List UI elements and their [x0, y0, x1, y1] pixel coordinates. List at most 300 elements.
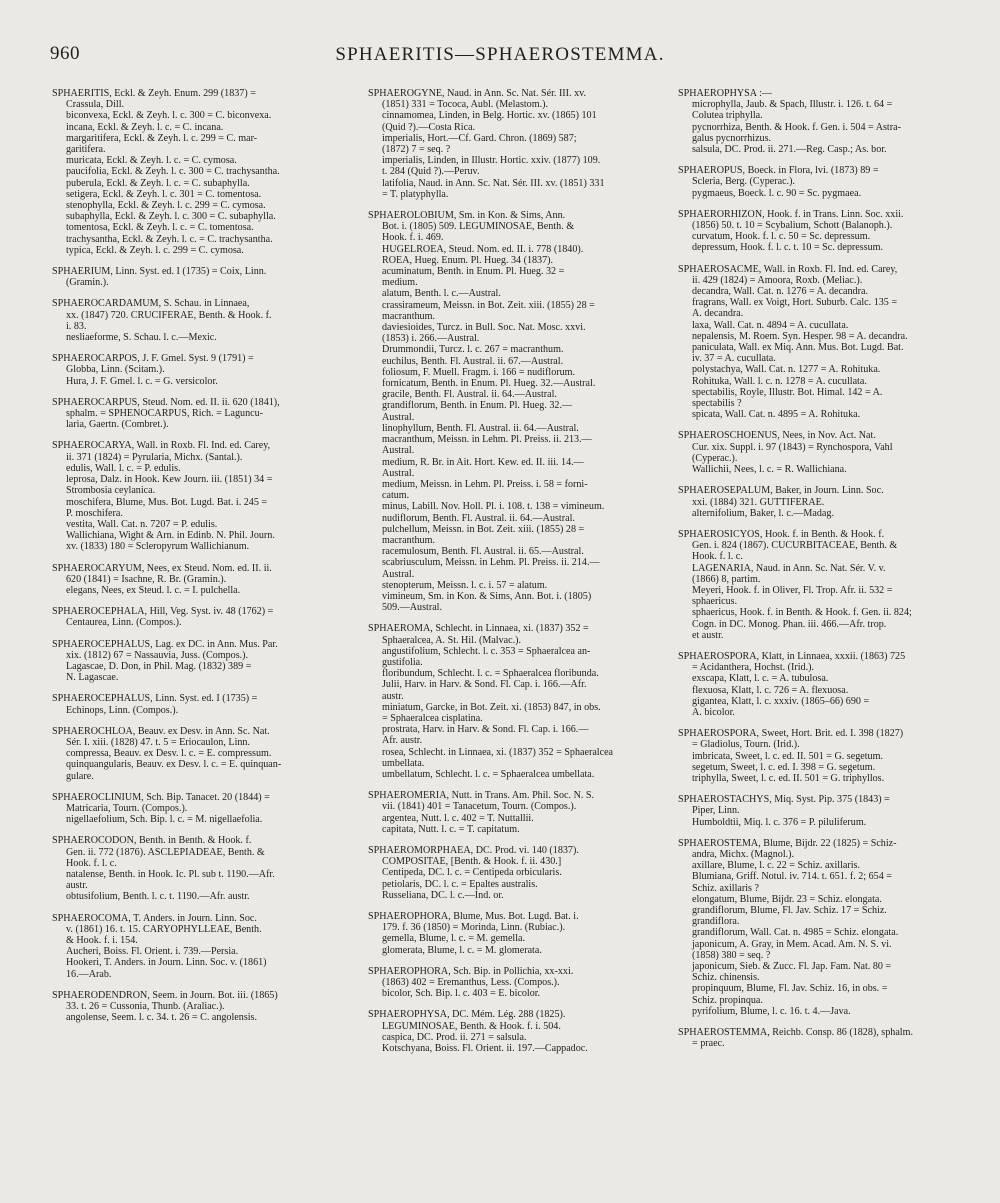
headword: SPHAEROCODON: [52, 835, 134, 847]
entry-line: alternifolium, Baker, l. c.—Madag.: [692, 507, 834, 519]
entry-line: latifolia, Naud. in Ann. Sc. Nat. Sér. III. xv. (1851) 331: [382, 177, 605, 189]
entry-line: 509.—Austral.: [382, 602, 442, 614]
entry-line: medium, Meissn. in Lehm. Pl. Preiss. i. 58 = forni-: [382, 478, 588, 490]
entry-line: A. bicolor.: [692, 706, 735, 718]
column-3: [678, 88, 974, 1188]
entry-line: (1863) 402 = Eremanthus, Less. (Compos.).: [382, 977, 560, 989]
entry: [678, 264, 974, 421]
entry-line: gigantea, Klatt, l. c. xxxiv. (1865–66) 690 =: [692, 695, 870, 707]
entry-line: Lagascae, D. Don, in Phil. Mag. (1832) 389 =: [66, 660, 252, 672]
entry-line: paucifolia, Eckl. & Zeyh. l. c. 300 = C. trachysantha.: [66, 166, 280, 178]
entry: [678, 651, 974, 718]
entry-line: grandiflorum, Benth. in Enum. Pl. Hueg. 32.—: [382, 400, 573, 412]
entry-line: Centaurea, Linn. (Compos.).: [66, 617, 182, 629]
entry-line: decandra, Wall. Cat. n. 1276 = A. decandra.: [692, 286, 868, 298]
entry-heading-line: SPHAEROCEPHALUS, Linn. Syst. ed. I (1735) =: [52, 693, 258, 705]
entry-line: COMPOSITAE, [Benth. & Hook. f. ii. 430.]: [382, 856, 562, 868]
entry: [678, 794, 974, 828]
headword: SPHAERORHIZON: [678, 208, 763, 220]
headword: SPHAEROCEPHALUS: [52, 693, 151, 705]
entry: [52, 693, 348, 715]
entry-line: Wallichiana, Wight & Arn. in Edinb. N. Phil. Journ.: [66, 530, 275, 542]
entry-line: depressum, Hook. f. l. c. t. 10 = Sc. depressum.: [692, 242, 883, 254]
entry-line: 33. t. 26 = Cussonia, Thunb. (Araliac.).: [66, 1001, 225, 1013]
entry-line: (1851) 331 = Tococa, Aubl. (Melastom.).: [382, 99, 548, 111]
entry: [52, 726, 348, 782]
entry-line: Austral.: [382, 445, 415, 457]
entry-line: Cogn. in DC. Monog. Phan. iii. 466.—Afr. trop.: [692, 618, 887, 630]
page-number: 960: [50, 43, 80, 64]
entry-line: scabriusculum, Meissn. in Lehm. Pl. Preiss. ii. 214.—: [382, 557, 600, 569]
entry-line: macranthum.: [382, 534, 435, 546]
entry-line: iv. 37 = A. cucullata.: [692, 353, 776, 365]
entry-line: propinquum, Blume, Fl. Jav. Schiz. 16, in obs. =: [692, 983, 888, 995]
entry-line: ROEA, Hueg. Enum. Pl. Hueg. 34 (1837).: [382, 254, 554, 266]
entry-line: miniatum, Garcke, in Bot. Zeit. xi. (1853) 847, in obs.: [382, 701, 601, 713]
entry-line: euchilus, Benth. Fl. Austral. ii. 67.—Austral.: [382, 355, 564, 367]
entry-line: foliosum, F. Muell. Fragm. i. 166 = nudiflorum.: [382, 366, 576, 378]
entry-line: Sphaeralcea, A. St. Hil. (Malvac.).: [382, 634, 522, 646]
entry-line: & Hook. f. i. 154.: [66, 935, 138, 946]
entry: [678, 1027, 974, 1049]
entry-line: petiolaris, DC. l. c. = Epaltes australis.: [382, 878, 538, 890]
entry-line: angustifolium, Schlecht. l. c. 353 = Sphaeralcea an-: [382, 645, 591, 657]
entry: [678, 209, 974, 254]
entry-line: japonicum, Sieb. & Zucc. Fl. Jap. Fam. Nat. 80 =: [692, 961, 892, 973]
entry-heading-line: SPHAEROCEPHALUS, Lag. ex DC. in Ann. Mus. Par.: [52, 638, 278, 650]
entry-line: = praec.: [692, 1038, 725, 1050]
entry-heading-line: SPHAEROCARDAMUM, S. Schau. in Linnaea,: [52, 298, 250, 310]
entry-line: 179. f. 36 (1850) = Morinda, Linn. (Rubiac.).: [382, 922, 566, 934]
entry-line: spectabilis, Royle, Illustr. Bot. Himal. 142 = A.: [692, 386, 883, 398]
entry-line: caspica, DC. Prod. ii. 271 = salsula.: [382, 1031, 527, 1043]
entry-line: LAGENARIA, Naud. in Ann. Sc. Nat. Sér. V. v.: [692, 562, 886, 574]
entry-line: austr.: [66, 880, 88, 892]
entry-heading-line: SPHAEROMA, Schlecht. in Linnaea, xi. (1837) 352 =: [368, 623, 589, 635]
entry-heading-line: SPHAEROSACME, Wall. in Roxb. Fl. Ind. ed. Carey,: [678, 263, 898, 275]
entry-line: macranthum.: [382, 310, 435, 322]
headword: SPHAEROCARYA: [52, 440, 132, 452]
entry-line: nesliaeforme, S. Schau. l. c.—Mexic.: [66, 332, 217, 344]
headword: SPHAEROCARPUS: [52, 396, 138, 408]
entry-heading-line: SPHAEROCEPHALA, Hill, Veg. Syst. iv. 48 (1762) =: [52, 606, 274, 618]
entry: [52, 88, 348, 256]
entry-line: HUGELROEA, Steud. Nom. ed. II. i. 778 (1840).: [382, 243, 584, 255]
entry-line: puberula, Eckl. & Zeyh. l. c. = C. subaphylla.: [66, 177, 250, 189]
entry-line: muricata, Eckl. & Zeyh. l. c. = C. cymosa.: [66, 155, 237, 167]
entry-line: segetum, Sweet, l. c. ed. I. 398 = G. segetum.: [692, 761, 876, 773]
entry-heading-line: SPHAEROSPORA, Sweet, Hort. Brit. ed. I. 398 (1827): [678, 728, 904, 740]
entry-line: macranthum, Meissn. in Lehm. Pl. Preiss. ii. 213.—: [382, 434, 592, 446]
entry: [52, 266, 348, 288]
entry-heading-line: SPHAERODENDRON, Seem. in Journ. Bot. iii. (1865): [52, 989, 278, 1001]
entry-line: spicata, Wall. Cat. n. 4895 = A. Rohituka.: [692, 409, 861, 421]
entry-line: ii. 371 (1824) = Pyrularia, Michx. (Santal.).: [66, 451, 243, 463]
entry: [368, 845, 660, 901]
entry: [52, 563, 348, 597]
entry-line: medium, R. Br. in Ait. Hort. Kew. ed. II. iii. 14.—: [382, 456, 584, 468]
entry-line: austr.: [382, 690, 404, 702]
entry: [678, 529, 974, 641]
entry-line: polystachya, Wall. Cat. n. 1277 = A. Rohituka.: [692, 364, 881, 376]
entry-line: Bot. i. (1805) 509. LEGUMINOSAE, Benth. &: [382, 221, 575, 233]
entry-line: elegans, Nees, ex Steud. l. c. = I. pulchella.: [66, 584, 241, 596]
entry: [52, 440, 348, 552]
headword: SPHAEROSACME: [678, 263, 759, 275]
entry-line: (1872) 7 = seq. ?: [382, 144, 451, 156]
entry-line: ii. 429 (1824) = Amoora, Roxb. (Meliac.).: [692, 274, 863, 286]
entry-line: pygmaeus, Boeck. l. c. 90 = Sc. pygmaea.: [692, 187, 862, 199]
entry-line: elongatum, Blume, Bijdr. 23 = Schiz. elongata.: [692, 893, 882, 905]
entry-line: Hook. f. l. c.: [66, 857, 117, 869]
entry-line: japonicum, A. Gray, in Mem. Acad. Am. N. S. vi.: [692, 938, 892, 950]
headword: SPHAEROSCHOENUS: [678, 430, 778, 442]
entry: [368, 1009, 660, 1054]
entry: [678, 430, 974, 475]
entry-line: nepalensis, M. Roem. Syn. Hesper. 98 = A. decandra.: [692, 330, 908, 342]
entry-line: = T. platyphylla.: [382, 188, 449, 200]
headword: SPHAEROSTEMMA: [678, 1027, 768, 1039]
headword: SPHAEROCARDAMUM: [52, 298, 159, 310]
entry-heading-line: SPHAEROSTEMMA, Reichb. Consp. 86 (1828), sphalm.: [678, 1027, 913, 1039]
entry-line: gracile, Benth. Fl. Austral. ii. 64.—Austral.: [382, 389, 557, 401]
entry: [52, 835, 348, 902]
entry-line: natalense, Benth. in Hook. Ic. Pl. sub t. 1190.—Afr.: [66, 868, 275, 880]
headword: SPHAEROPHORA: [368, 911, 449, 923]
entry: [52, 639, 348, 684]
headword: SPHAEROPHYSA: [368, 1009, 448, 1021]
entry-line: (1858) 380 = seq. ?: [692, 949, 771, 961]
entry-line: minus, Labill. Nov. Holl. Pl. i. 108. t. 138 = vimineum.: [382, 501, 605, 513]
entry-line: alatum, Benth. l. c.—Austral.: [382, 288, 501, 300]
entry-line: prostrata, Harv. in Harv. & Sond. Fl. Cap. i. 166.—: [382, 724, 589, 736]
entry-heading-line: SPHAEROPHYSA :—: [678, 88, 772, 99]
entry-line: nudiflorum, Benth. Fl. Austral. ii. 64.—Austral.: [382, 512, 575, 524]
entry-line: gustifolia.: [382, 656, 423, 668]
entry-line: moschifera, Blume, Mus. Bot. Lugd. Bat. i. 245 =: [66, 496, 268, 508]
headword: SPHAEROMA: [368, 623, 431, 635]
entry-line: Austral.: [382, 568, 415, 580]
entry-line: bicolor, Sch. Bip. l. c. 403 = E. bicolor.: [382, 988, 541, 1000]
entry-line: garitifera.: [66, 144, 106, 156]
headword: SPHAEROCLINIUM: [52, 791, 142, 803]
entry-heading-line: SPHAEROGYNE, Naud. in Ann. Sc. Nat. Sér. III. xv.: [368, 88, 587, 99]
entry-line: galus pycnorrhizus.: [692, 132, 772, 144]
entry-line: salsula, DC. Prod. ii. 271.—Reg. Casp.; As. bor.: [692, 144, 887, 156]
entry-line: microphylla, Jaub. & Spach, Illustr. i. 126. t. 64 =: [692, 99, 893, 111]
entry-line: stenopterum, Meissn. l. c. i. 57 = alatum.: [382, 579, 548, 591]
entry-line: Echinops, Linn. (Compos.).: [66, 704, 179, 716]
entry-line: setigera, Eckl. & Zeyh. l. c. 301 = C. tomentosa.: [66, 188, 262, 200]
headword: SPHAEROPUS: [678, 165, 743, 177]
entry-line: Strombosia ceylanica.: [66, 485, 156, 497]
entry-line: fragrans, Wall. ex Voigt, Hort. Suburb. Calc. 135 =: [692, 297, 898, 309]
entry-line: fornicatum, Benth. in Enum. Pl. Hueg. 32.—Austral.: [382, 378, 596, 390]
entry-line: 620 (1841) = Isachne, R. Br. (Gramin.).: [66, 573, 227, 585]
entry-line: quinquangularis, Beauv. ex Desv. l. c. = E. quinquan-: [66, 759, 282, 771]
entry-line: Colutea triphylla.: [692, 110, 763, 122]
entry-line: Gen. i. 824 (1867). CUCURBITACEAE, Benth. &: [692, 540, 898, 552]
entry-line: umbellata.: [382, 757, 425, 769]
entry-line: andra, Michx. (Magnol.).: [692, 848, 795, 860]
entry-line: N. Lagascae.: [66, 672, 119, 684]
entry-line: grandiflorum, Blume, Fl. Jav. Schiz. 17 = Schiz.: [692, 905, 887, 916]
entry: [52, 913, 348, 980]
entry-line: A. decandra.: [692, 308, 744, 320]
headword: SPHAEROSPORA: [678, 728, 757, 740]
entry-line: leprosa, Dalz. in Hook. Kew Journ. iii. (1851) 34 =: [66, 474, 273, 486]
entry-line: Afr. austr.: [382, 735, 423, 747]
entry-heading-line: SPHAEROCODON, Benth. in Benth. & Hook. f.: [52, 835, 252, 847]
entry-line: catum.: [382, 490, 410, 502]
entry-line: Kotschyana, Boiss. Fl. Orient. ii. 197.—Cappadoc.: [382, 1043, 588, 1055]
entry-line: = Sphaeralcea cisplatina.: [382, 712, 483, 724]
entry-line: gemella, Blume, l. c. = M. gemella.: [382, 933, 526, 945]
headword: SPHAERITIS: [52, 88, 110, 99]
entry-heading-line: SPHAEROPHORA, Blume, Mus. Bot. Lugd. Bat. i.: [368, 911, 579, 923]
entry-line: axillare, Blume, l. c. 22 = Schiz. axillaris.: [692, 860, 860, 872]
headword: SPHAEROCEPHALUS: [52, 638, 151, 650]
entry-line: Schiz. propinqua.: [692, 994, 763, 1006]
headword: SPHAEROCARYUM: [52, 562, 142, 574]
headword: SPHAEROCEPHALA: [52, 606, 145, 618]
entry-line: grandiflora.: [692, 916, 740, 928]
headword: SPHAEROCHLOA: [52, 725, 133, 737]
headword: SPHAERIUM: [52, 266, 111, 278]
entry-heading-line: SPHAEROCARPUS, Steud. Nom. ed. II. ii. 620 (1841),: [52, 396, 280, 408]
entry-line: trachysantha, Eckl. & Zeyh. l. c. = C. trachysantha.: [66, 233, 273, 245]
entry-line: floribundum, Schlecht. l. c. = Sphaeralcea floribunda.: [382, 668, 599, 680]
entry-line: laxa, Wall. Cat. n. 4894 = A. cucullata.: [692, 319, 849, 331]
entry: [52, 606, 348, 628]
entry-line: xv. (1833) 180 = Scleropyrum Wallichianum.: [66, 541, 250, 553]
column-1: [52, 88, 348, 1188]
entry-line: Humboldtii, Miq. l. c. 376 = P. piluliferum.: [692, 816, 867, 828]
entry-heading-line: SPHAEROPHORA, Sch. Bip. in Pollichia, xx-xxi.: [368, 965, 574, 977]
entry: [52, 397, 348, 431]
entry-heading-line: SPHAERITIS, Eckl. & Zeyh. Enum. 299 (1837) =: [52, 88, 256, 99]
entry-line: Hook. f. l. c.: [692, 551, 743, 563]
entry-line: laria, Gaertn. (Combret.).: [66, 419, 169, 431]
entry: [52, 353, 348, 387]
entry-line: (Gramin.).: [66, 277, 109, 289]
headword: SPHAEROPHYSA: [678, 88, 757, 99]
entry-heading-line: SPHAEROPUS, Boeck. in Flora, lvi. (1873) 89 =: [678, 165, 879, 177]
entry-line: (Cyperac.).: [692, 452, 738, 464]
entry-line: Scleria, Berg. (Cyperac.).: [692, 176, 795, 188]
entry: [368, 911, 660, 956]
entry-heading-line: SPHAERIUM, Linn. Syst. ed. I (1735) = Coix, Linn.: [52, 266, 267, 278]
entry-line: imbricata, Sweet, l. c. ed. II. 501 = G. segetum.: [692, 750, 883, 762]
entry-line: imperialis, Hort.—Cf. Gard. Chron. (1869) 587;: [382, 132, 577, 144]
entry-line: Hookeri, T. Anders. in Journ. Linn. Soc. v. (1861): [66, 957, 267, 969]
entry-line: pulchellum, Meissn. in Bot. Zeit. xiii. (1855) 28 =: [382, 523, 585, 535]
entry-line: nigellaefolium, Sch. Bip. l. c. = M. nigellaefolia.: [66, 814, 263, 826]
entry-line: daviesioides, Turcz. in Bull. Soc. Nat. Mosc. xxvi.: [382, 322, 586, 334]
headword: SPHAEROSPORA: [678, 650, 757, 662]
entry-heading-line: SPHAEROSTEMA, Blume, Bijdr. 22 (1825) = Schiz-: [678, 837, 897, 849]
entry-heading-line: SPHAEROCARPOS, J. F. Gmel. Syst. 9 (1791) =: [52, 353, 254, 365]
entry-line: P. moschifera.: [66, 507, 123, 519]
entry-line: xxi. (1884) 321. GUTTIFERAE.: [692, 496, 825, 508]
entry-line: (1866) 8, partim.: [692, 573, 761, 585]
entry: [52, 990, 348, 1024]
entry: [678, 838, 974, 1017]
entry-line: Crassula, Dill.: [66, 99, 125, 111]
entry-line: stenophylla, Eckl. & Zeyh. l. c. 299 = C. cymosa.: [66, 200, 266, 212]
entry-line: Rohituka, Wall. l. c. n. 1278 = A. cucullata.: [692, 375, 867, 387]
entry-line: (Quid ?).—Costa Rica.: [382, 121, 476, 133]
headword: SPHAEROMORPHAEA: [368, 845, 471, 856]
entry-line: v. (1861) 16. t. 15. CARYOPHYLLEAE, Benth.: [66, 923, 262, 935]
entry-line: Drummondii, Turcz. l. c. 267 = macranthum.: [382, 344, 564, 356]
entry-line: Wallichii, Nees, l. c. = R. Wallichiana.: [692, 464, 847, 476]
headword: SPHAEROPHORA: [368, 965, 449, 977]
entry-line: 16.—Arab.: [66, 968, 112, 980]
entry-line: subaphylla, Eckl. & Zeyh. l. c. 300 = C. subaphylla.: [66, 211, 276, 223]
entry-heading-line: SPHAEROCLINIUM, Sch. Bip. Tanacet. 20 (1844) =: [52, 791, 270, 803]
headword: SPHAEROMERIA: [368, 790, 447, 802]
entry-line: Cur. xix. Suppl. i. 97 (1843) = Rynchospora, Vahl: [692, 441, 893, 453]
entry-heading-line: SPHAEROSTACHYS, Miq. Syst. Pip. 375 (1843) =: [678, 794, 890, 806]
entry-line: vii. (1841) 401 = Tanacetum, Tourn. (Compos.).: [382, 801, 577, 813]
entry-line: Russeliana, DC. l. c.—Ind. or.: [382, 889, 504, 901]
entry-line: incana, Eckl. & Zeyh. l. c. = C. incana.: [66, 121, 224, 133]
entry-line: cinnamomea, Linden, in Belg. Hortic. xv. (1865) 101: [382, 110, 597, 122]
headword: SPHAEROGYNE: [368, 88, 443, 99]
entry-line: vestita, Wall. Cat. n. 7207 = P. edulis.: [66, 518, 218, 530]
headword: SPHAEROCOMA: [52, 912, 129, 924]
entry: [368, 790, 660, 835]
entry-line: imperialis, Linden, in Illustr. Hortic. xxiv. (1877) 109.: [382, 155, 601, 167]
headword: SPHAERODENDRON: [52, 989, 148, 1001]
entry-line: = Gladiolus, Tourn. (Irid.).: [692, 739, 800, 751]
entry: [678, 165, 974, 199]
entry-line: glomerata, Blume, l. c. = M. glomerata.: [382, 944, 542, 956]
headword: SPHAEROSTACHYS: [678, 794, 770, 806]
page-header: [0, 40, 1000, 76]
entry-line: edulis, Wall. l. c. = P. edulis.: [66, 462, 181, 474]
entry: [368, 210, 660, 613]
entry-line: compressa, Beauv. ex Desv. l. c. = E. compressum.: [66, 748, 272, 760]
entry-line: obtusifolium, Benth. l. c. t. 1190.—Afr. austr.: [66, 891, 250, 903]
entry-line: acuminatum, Benth. in Enum. Pl. Hueg. 32 =: [382, 266, 565, 278]
entry-line: tomentosa, Eckl. & Zeyh. l. c. = C. tomentosa.: [66, 222, 254, 234]
entry-line: Austral.: [382, 411, 415, 423]
entry-line: racemulosum, Benth. Fl. Austral. ii. 65.—Austral.: [382, 546, 584, 558]
entry-line: Piper, Linn.: [692, 805, 740, 817]
entry-line: curvatum, Hook. f. l. c. 50 = Sc. depressum.: [692, 231, 871, 243]
text-columns: [52, 88, 972, 1188]
entry-line: capitata, Nutt. l. c. = T. capitatum.: [382, 823, 520, 835]
entry-line: pycnorrhiza, Benth. & Hook. f. Gen. i. 504 = Astra-: [692, 121, 901, 133]
entry: [678, 728, 974, 784]
entry-line: triphylla, Sweet, l. c. ed. II. 501 = G. triphyllos.: [692, 772, 885, 784]
entry-line: Centipeda, DC. l. c. = Centipeda orbicularis.: [382, 867, 562, 879]
entry-heading-line: SPHAEROCARYA, Wall. in Roxb. Fl. Ind. ed. Carey,: [52, 440, 271, 452]
entry: [368, 88, 660, 200]
entry-line: Aucheri, Boiss. Fl. Orient. i. 739.—Persia.: [66, 946, 239, 958]
entry-line: i. 83.: [66, 320, 87, 332]
entry-line: sphaericus.: [692, 596, 738, 608]
entry-line: linophyllum, Benth. Fl. Austral. ii. 64.—Austral.: [382, 422, 579, 434]
entry-line: flexuosa, Klatt, l. c. 726 = A. flexuosa.: [692, 684, 849, 696]
entry-line: exscapa, Klatt, l. c. = A. tubulosa.: [692, 673, 829, 685]
entry-line: = Acidanthera, Hochst. (Irid.).: [692, 662, 815, 674]
headword: SPHAEROSEPALUM: [678, 485, 771, 497]
entry-heading-line: SPHAEROMORPHAEA, DC. Prod. vi. 140 (1837).: [368, 845, 579, 856]
entry-heading-line: SPHAEROMERIA, Nutt. in Trans. Am. Phil. Soc. N. S.: [368, 790, 595, 802]
entry-line: gulare.: [66, 770, 94, 782]
entry-heading-line: SPHAEROCHLOA, Beauv. ex Desv. in Ann. Sc. Nat.: [52, 725, 270, 737]
entry-line: rosea, Schlecht. in Linnaea, xi. (1837) 352 = Sphaeralcea: [382, 746, 614, 758]
entry-line: margaritifera, Eckl. & Zeyh. l. c. 299 = C. mar-: [66, 132, 258, 144]
entry-line: angolense, Seem. l. c. 34. t. 26 = C. angolensis.: [66, 1012, 257, 1024]
entry-line: xix. (1812) 67 = Nassauvia, Juss. (Compos.).: [66, 649, 249, 661]
entry-line: Matricaria, Tourn. (Compos.).: [66, 802, 188, 814]
entry-line: grandiflorum, Wall. Cat. n. 4985 = Schiz. elongata.: [692, 927, 899, 939]
entry-line: Hook. f. i. 469.: [382, 232, 444, 244]
entry-line: typica, Eckl. & Zeyh. l. c. 299 = C. cymosa.: [66, 244, 244, 256]
entry-line: (1856) 50. t. 10 = Scybalium, Schott (Balanoph.).: [692, 220, 893, 232]
entry-line: Schiz. chinensis.: [692, 972, 760, 984]
headword: SPHAEROLOBIUM: [368, 210, 454, 222]
entry-heading-line: SPHAEROSICYOS, Hook. f. in Benth. & Hook. f.: [678, 528, 885, 540]
entry-line: biconvexa, Eckl. & Zeyh. l. c. 300 = C. biconvexa.: [66, 110, 272, 122]
entry-line: paniculata, Wall. ex Miq. Ann. Mus. Bot. Lugd. Bat.: [692, 342, 904, 354]
headword: SPHAEROSTEMA: [678, 837, 759, 849]
headword: SPHAEROCARPOS: [52, 353, 138, 365]
entry-line: LEGUMINOSAE, Benth. & Hook. f. i. 504.: [382, 1020, 561, 1032]
entry-line: Julii, Harv. in Harv. & Sond. Fl. Cap. i. 166.—Afr.: [382, 679, 587, 691]
entry-line: medium.: [382, 277, 418, 289]
entry-line: pyrifolium, Blume, l. c. 16. t. 4.—Java.: [692, 1005, 851, 1017]
entry-line: Schiz. axillaris ?: [692, 882, 759, 894]
entry-line: sphalm. = SPHENOCARPUS, Rich. = Laguncu-: [66, 408, 264, 420]
headword: SPHAEROSICYOS: [678, 528, 760, 540]
entry-line: Austral.: [382, 467, 415, 479]
entry-heading-line: SPHAEROCARYUM, Nees, ex Steud. Nom. ed. II. ii.: [52, 562, 272, 574]
entry-line: argentea, Nutt. l. c. 402 = T. Nuttallii.: [382, 812, 534, 824]
entry: [368, 623, 660, 780]
entry: [678, 485, 974, 519]
entry-line: Blumiana, Griff. Notul. iv. 714. t. 651. f. 2; 654 =: [692, 871, 892, 883]
entry-heading-line: SPHAEROSEPALUM, Baker, in Journ. Linn. Soc.: [678, 485, 884, 497]
entry-line: Meyeri, Hook. f. in Oliver, Fl. Trop. Afr. ii. 532 =: [692, 584, 893, 596]
entry-heading-line: SPHAEROSCHOENUS, Nees, in Nov. Act. Nat.: [678, 430, 876, 442]
entry-line: (1853) i. 266.—Austral.: [382, 333, 480, 345]
entry-line: et austr.: [692, 629, 724, 641]
column-2: [368, 88, 660, 1188]
entry: [678, 88, 974, 155]
entry-line: Sér. I. xiii. (1828) 47. t. 5 = Eriocaulon, Linn.: [66, 736, 250, 748]
entry-line: Gen. ii. 772 (1876). ASCLEPIADEAE, Benth. &: [66, 846, 265, 858]
entry-line: umbellatum, Schlecht. l. c. = Sphaeralcea umbellata.: [382, 768, 595, 780]
entry-line: vimineum, Sm. in Kon. & Sims, Ann. Bot. i. (1805): [382, 590, 592, 602]
entry: [368, 966, 660, 1000]
entry-line: crassirameum, Meissn. in Bot. Zeit. xiii. (1855) 28 =: [382, 299, 595, 311]
entry: [52, 792, 348, 826]
entry-heading-line: SPHAEROCOMA, T. Anders. in Journ. Linn. Soc.: [52, 912, 257, 924]
entry-line: xx. (1847) 720. CRUCIFERAE, Benth. & Hook. f.: [66, 309, 272, 321]
entry-heading-line: SPHAEROPHYSA, DC. Mém. Lég. 288 (1825).: [368, 1009, 566, 1021]
entry-line: sphaericus, Hook. f. in Benth. & Hook. f. Gen. ii. 824;: [692, 607, 912, 619]
entry-heading-line: SPHAEROLOBIUM, Sm. in Kon. & Sims, Ann.: [368, 210, 566, 222]
entry-line: Hura, J. F. Gmel. l. c. = G. versicolor.: [66, 375, 218, 387]
entry-line: spectabilis ?: [692, 398, 742, 410]
running-head: SPHAERITIS—SPHAEROSTEMMA.: [335, 44, 665, 65]
entry-heading-line: SPHAEROSPORA, Klatt, in Linnaea, xxxii. (1863) 725: [678, 650, 906, 662]
